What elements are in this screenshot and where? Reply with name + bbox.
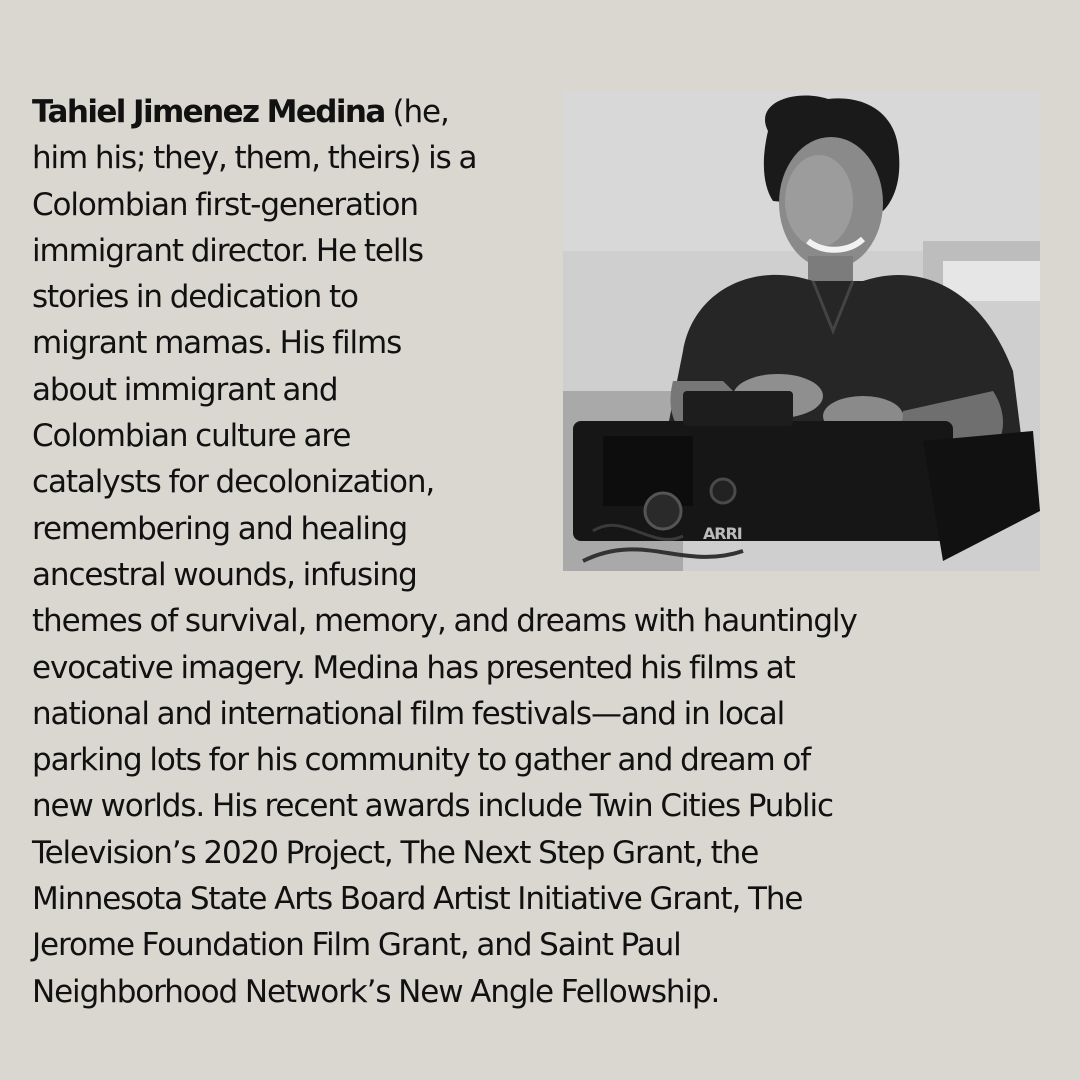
portrait-photo bbox=[563, 91, 1040, 571]
person-name: Tahiel Jimenez Medina bbox=[32, 94, 385, 130]
bio-line: Colombian culture are bbox=[32, 418, 351, 455]
bio-line: migrant mamas. His films bbox=[32, 325, 402, 362]
bio-line: Minnesota State Arts Board Artist Initiative Grant, The bbox=[32, 881, 803, 918]
portrait-illustration bbox=[563, 91, 1040, 571]
bio-line: stories in dedication to bbox=[32, 279, 358, 316]
bio-line: remembering and healing bbox=[32, 510, 408, 547]
bio-line: immigrant director. He tells bbox=[32, 232, 423, 269]
bio-line: catalysts for decolonization, bbox=[32, 464, 435, 501]
bio-line: Colombian first-generation bbox=[32, 186, 418, 223]
bio-text-block bbox=[32, 89, 1032, 1015]
bio-line: themes of survival, memory, and dreams with hauntingly bbox=[32, 603, 857, 640]
bio-line: about immigrant and bbox=[32, 371, 338, 408]
bio-line: him his; they, them, theirs) is a bbox=[32, 140, 477, 177]
bio-line: parking lots for his community to gather and dream of bbox=[32, 742, 811, 779]
camera-brand-label: ARRI bbox=[703, 524, 742, 543]
bio-line: Jerome Foundation Film Grant, and Saint Paul bbox=[32, 927, 681, 964]
bio-line-text: (he, bbox=[384, 94, 449, 130]
bio-line: ancestral wounds, infusing bbox=[32, 556, 417, 593]
bio-line: Television’s 2020 Project, The Next Step Grant, the bbox=[32, 834, 759, 871]
bio-line: new worlds. His recent awards include Twin Cities Public bbox=[32, 788, 833, 825]
bio-line: evocative imagery. Medina has presented his films at bbox=[32, 649, 795, 686]
bio-line: Neighborhood Network’s New Angle Fellowship. bbox=[32, 973, 720, 1010]
bio-line: national and international film festivals—and in local bbox=[32, 695, 785, 732]
